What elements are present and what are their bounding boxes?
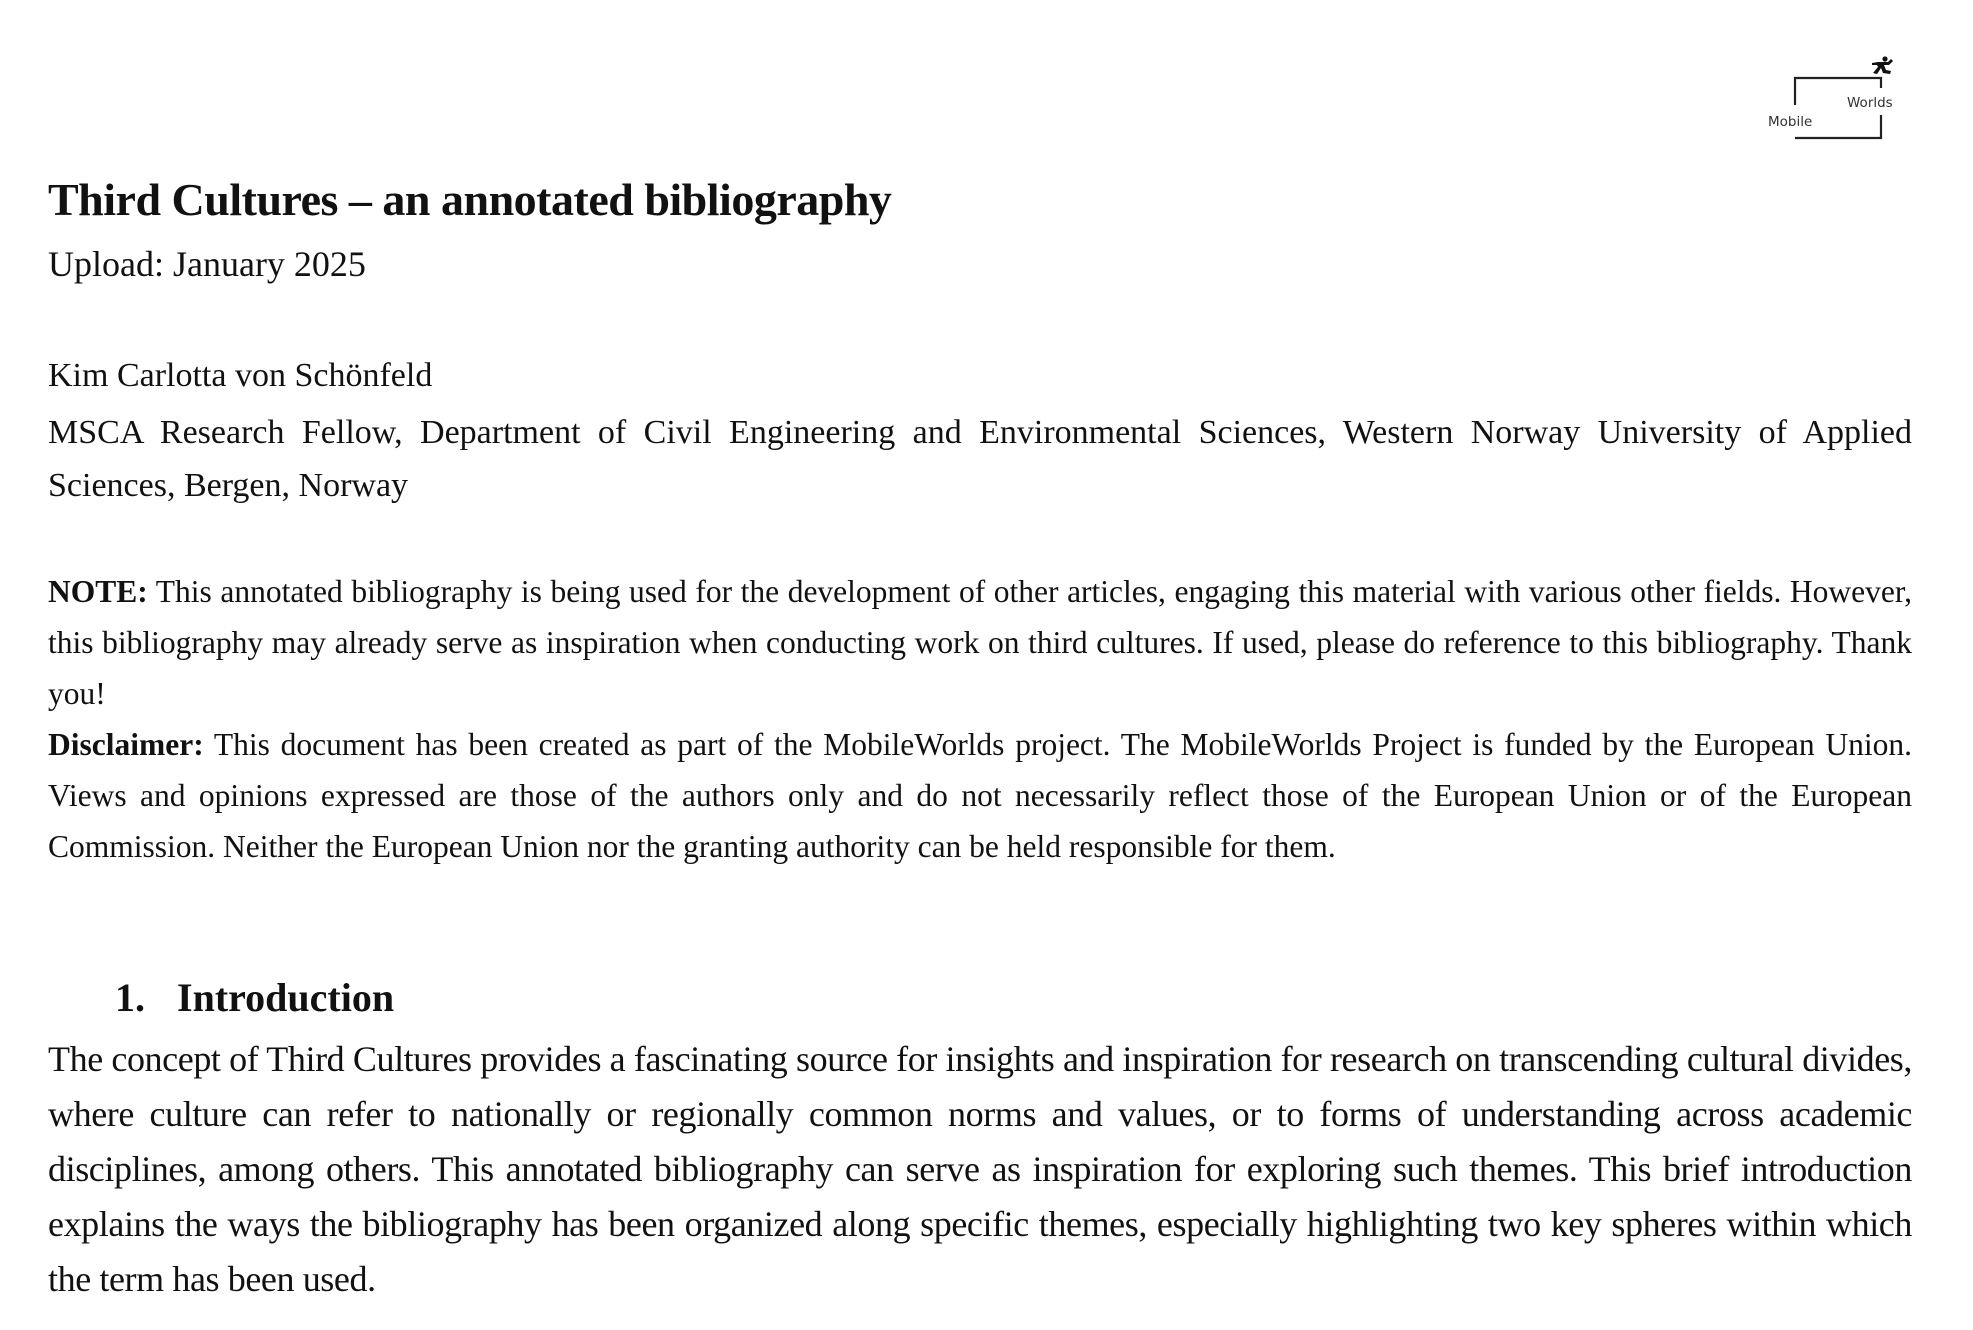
author-affiliation: MSCA Research Fellow, Department of Civil Engineering and Environmental Sciences, Western Norway University of Applied Sciences, Bergen, Norway xyxy=(48,414,1912,504)
disclaimer-label: Disclaimer: xyxy=(48,727,204,762)
introduction-paragraph: The concept of Third Cultures provides a fascinating source for insights and inspiration for research on transcending cultural divides, where culture can refer to nationally or regionally common norms and values, or to forms of understanding across academic disciplines, among others. This annotated bibliography can serve as inspiration for exploring such themes. This brief introduction explains the ways the bibliography has been organized along specific themes, especially highlighting two key spheres within which the term has been used. xyxy=(48,1039,1912,1299)
note-label: NOTE: xyxy=(48,574,148,609)
note-paragraph xyxy=(48,566,1912,719)
notes-block xyxy=(48,566,1912,872)
section-title: Introduction xyxy=(177,975,395,1020)
disclaimer-paragraph xyxy=(48,719,1912,872)
mobileworlds-logo xyxy=(1760,50,1930,145)
disclaimer-text: This document has been created as part of the MobileWorlds project. The MobileWorlds Project is funded by the European Union. Views and opinions expressed are those of the authors only and do not necessarily reflect those of the European Union or of the European Commission. Neither the European Union nor the granting authority can be held responsible for them. xyxy=(48,727,1912,864)
upload-date: Upload: January 2025 xyxy=(48,244,366,284)
running-figure-icon xyxy=(1872,56,1893,74)
author-name: Kim Carlotta von Schönfeld xyxy=(48,357,433,394)
logo-word-worlds: Worlds xyxy=(1847,95,1893,111)
document-title: Third Cultures – an annotated bibliography xyxy=(48,174,892,225)
section-heading-introduction xyxy=(115,970,394,1026)
logo-word-mobile: Mobile xyxy=(1768,114,1813,130)
section-number: 1. xyxy=(115,975,145,1020)
note-text: This annotated bibliography is being used for the development of other articles, engaging this material with various other fields. However, this bibliography may already serve as inspiration when conducting work on third cultures. If used, please do reference to this bibliography. Thank you! xyxy=(48,574,1912,711)
